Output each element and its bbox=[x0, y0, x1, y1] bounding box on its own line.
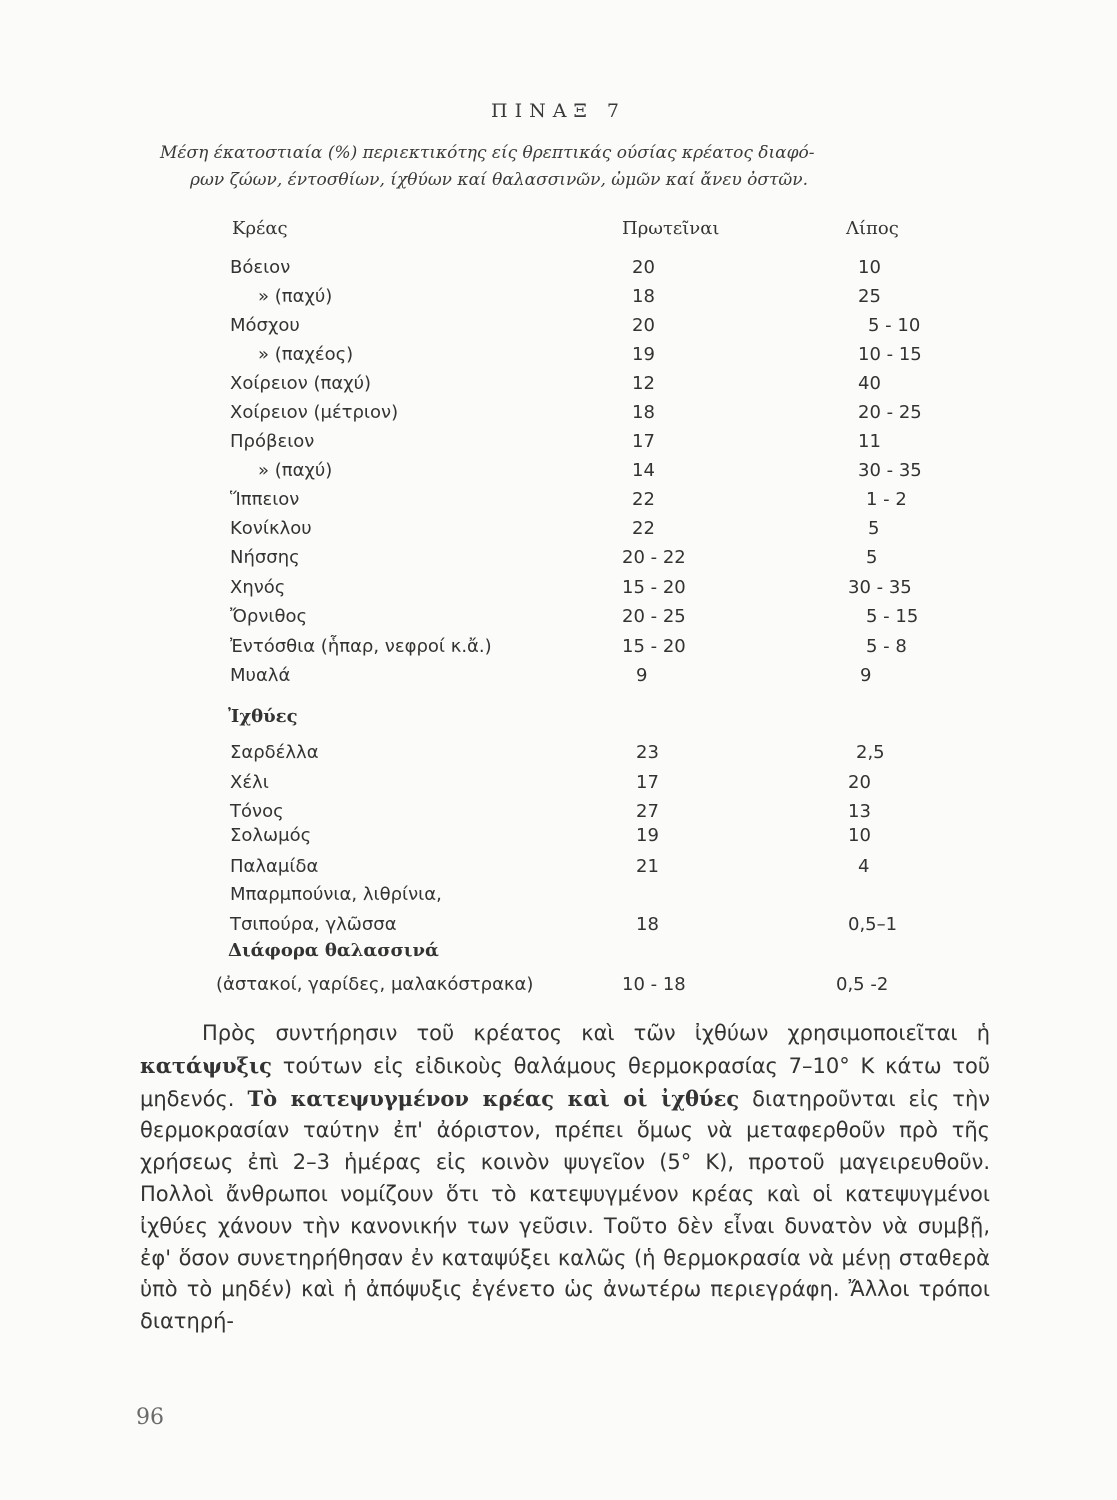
table-row: » (παχύ) 18 25 bbox=[258, 286, 881, 307]
table-row: Μπαρμπούνια, λιθρίνια, bbox=[230, 884, 442, 905]
fish-heading: Ἰχθύες bbox=[228, 706, 298, 727]
caption-line-1: Μέση έκατοστιαία (%) περιεκτικότης είς θρεπτικάς ούσίας κρέατος διαφό- bbox=[160, 143, 815, 163]
table-row: Χοίρειον (παχύ) 12 40 bbox=[230, 373, 881, 394]
table-row: Σολωμός 19 10 bbox=[230, 825, 871, 846]
header-protein: Πρωτεῖναι bbox=[622, 218, 720, 239]
table-row: Ἵππειον 22 1 - 2 bbox=[230, 489, 907, 510]
table-row: » (παχύ) 14 30 - 35 bbox=[258, 460, 922, 481]
table-row: Πρόβειον 17 11 bbox=[230, 431, 881, 452]
table-row: Μόσχου 20 5 - 10 bbox=[230, 315, 921, 336]
table-row: Ἐντόσθια (ἧπαρ, νεφροί κ.ἄ.) 15 - 20 5 - 8 bbox=[230, 636, 907, 657]
header-fat: Λίπος bbox=[846, 218, 899, 239]
caption-line-2: ρων ζώων, έντοσθίων, ίχθύων καί θαλασσινῶν, ὠμῶν καί ἄνευ ὀστῶν. bbox=[190, 170, 809, 190]
table-caption bbox=[160, 140, 1030, 194]
table-row: Κονίκλου 22 5 bbox=[230, 518, 880, 539]
table-row: Χέλι 17 20 bbox=[230, 772, 871, 793]
table-row: (ἀστακοί, γαρίδες, μαλακόστρακα) 10 - 18 0,5 -2 bbox=[216, 974, 889, 995]
table-row: Μυαλά 9 9 bbox=[230, 665, 872, 686]
table-row: Τσιπούρα, γλῶσσα 18 0,5–1 bbox=[230, 914, 898, 935]
table-row: Παλαμίδα 21 4 bbox=[230, 856, 870, 877]
term-frozen-meat-fish: Τὸ κατεψυγμένον κρέας καὶ οἱ ἰχθύες bbox=[247, 1085, 740, 1111]
header-meat: Κρέας bbox=[232, 218, 288, 239]
page-number: 96 bbox=[136, 1405, 164, 1430]
table-title: ΠΙΝΑΞ 7 bbox=[491, 100, 626, 122]
table-row: Χηνός 15 - 20 30 - 35 bbox=[230, 577, 912, 598]
table-row: Χοίρειον (μέτριον) 18 20 - 25 bbox=[230, 402, 922, 423]
table-row: Νήσσης 20 - 22 5 bbox=[230, 547, 878, 568]
body-paragraph: Πρὸς συντήρησιν τοῦ κρέατος καὶ τῶν ἰχθύων χρησιμοποιεῖται ἡ κατάψυξις τούτων εἰς εἰδικοὺς θαλάμους θερμοκρασίας 7–10° Κ κάτω τοῦ μηδενός. Τὸ κατεψυγμένον κρέας καὶ οἱ ἰχθύες διατηροῦνται εἰς τὴν θερμοκρασίαν ταύτην ἐπ' ἀόριστον, πρέπει ὅμως νὰ μεταφερθοῦν πρὸ τῆς χρήσεως ἐπὶ 2–3 ἡμέρας εἰς κοινὸν ψυγεῖον (5° Κ), προτοῦ μαγειρευθοῦν. Πολλοὶ ἄνθρωποι νομίζουν ὅτι τὸ κατεψυγμένον κρέας καὶ οἱ κατεψυγμένοι ἰχθύες χάνουν τὴν κανονικήν των γεῦσιν. Τοῦτο δὲν εἶναι δυνατὸν νὰ συμβῇ, ἐφ' ὅσον συνετηρήθησαν ἐν καταψύξει καλῶς (ἡ θερμοκρασία νὰ μένῃ σταθερὰ ὑπὸ τὸ μηδέν) καὶ ἡ ἀπόψυξις ἐγένετο ὡς ἀνωτέρω περιεγράφη. Ἄλλοι τρόποι διατηρή- bbox=[140, 1021, 990, 1334]
term-freezing: κατάψυξις bbox=[140, 1052, 272, 1078]
table-row: » (παχέος) 19 10 - 15 bbox=[258, 344, 922, 365]
table-row: Σαρδέλλα 23 2,5 bbox=[230, 742, 885, 763]
table-row: Ὄρνιθος 20 - 25 5 - 15 bbox=[230, 606, 919, 627]
table-row: Βόειον 20 10 bbox=[230, 257, 881, 278]
seafood-heading: Διάφορα θαλασσινά bbox=[228, 940, 439, 961]
table-row: Τόνος 27 13 bbox=[230, 801, 871, 822]
